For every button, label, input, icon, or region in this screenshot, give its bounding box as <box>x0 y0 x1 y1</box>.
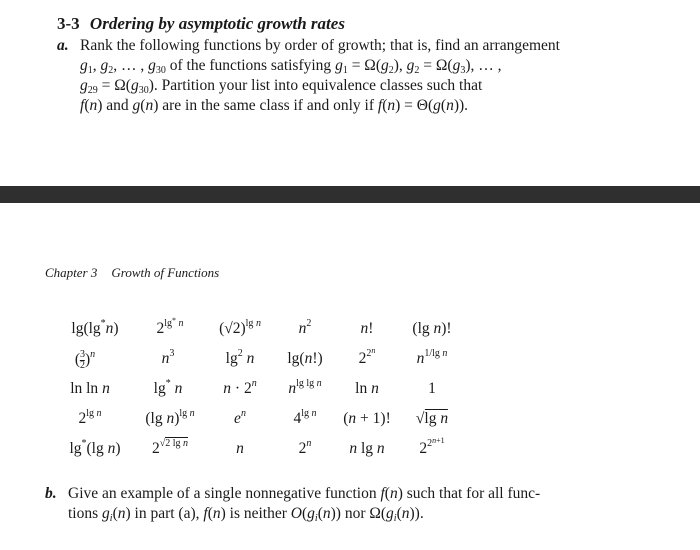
problem-title-text: Ordering by asymptotic growth rates <box>89 14 345 33</box>
function-r1-c1: lg(lg*n) <box>71 318 119 337</box>
function-r1-c5: n! <box>360 320 374 337</box>
function-r5-c3: n <box>236 440 244 457</box>
function-r4-c3: $e^n$ <box>234 408 246 427</box>
problem-number: 3-3 <box>57 14 80 33</box>
function-r1-c6: (lg n)! <box>412 320 452 337</box>
function-r5-c2: $2^{√2 lg n}$ <box>151 438 189 457</box>
page-divider <box>0 186 700 203</box>
function-r4-c2: (lg n)$^{lg n}$ <box>145 408 195 427</box>
function-r2-c3: $\lg^2 n$ <box>225 348 255 367</box>
function-r4-c5: (n + 1)! <box>343 410 391 427</box>
function-r5-c6: $2^{2^{n+1}}$ <box>419 436 445 457</box>
part-a-line-1: Rank the following functions by order of growth; that is, find an arrangement <box>80 37 560 54</box>
function-r5-c4: 2$^n$ <box>298 438 312 457</box>
part-b-line-1: Give an example of a single nonnegative function f(n) such that for all func- <box>68 485 541 502</box>
chapter-title: Growth of Functions <box>111 265 220 280</box>
function-r4-c4: $4^{lg n}$ <box>293 408 317 427</box>
function-r2-c4: lg(n!) <box>287 350 323 367</box>
function-r3-c6: 1 <box>428 380 436 397</box>
chapter-header <box>45 265 219 281</box>
problem-title <box>57 14 345 34</box>
function-r3-c2: lg* n <box>153 378 183 397</box>
function-r3-c4: $n^{lg lg n}$ <box>288 378 322 397</box>
function-r5-c1: lg*(lg n) <box>69 438 121 457</box>
part-b-label: b. <box>45 485 57 502</box>
part-a-line-2: $g_1$, $g_2$, … , $g_{30}$ of the functions satisfying $g_1 = \Omega(g_2)$, $g_2 = \Omega(g_3)$, … , <box>80 57 502 76</box>
function-table <box>0 300 700 465</box>
part-a-line-4: f(n) and g(n) are in the same class if and only if f(n) = Θ(g(n)). <box>80 97 469 114</box>
function-r3-c5: ln n <box>355 380 379 397</box>
function-r3-c3: $n \cdot 2^n$ <box>223 378 257 397</box>
part-a-line-3: $g_{29} = \Omega(g_{30})$. Partition your list into equivalence classes such that <box>80 77 483 96</box>
part-a-label: a. <box>57 37 69 54</box>
function-r2-c2: $n^3$ <box>161 348 175 367</box>
chapter-number: Chapter 3 <box>45 265 98 280</box>
function-r1-c4: $n^2$ <box>298 318 312 337</box>
part-b-line-2: tions $g_i(n)$ in part (a), f(n) is neither $O(g_i(n))$ nor $\Omega(g_i(n))$. <box>68 505 424 524</box>
function-r2-c5: $2^{2^n}$ <box>358 346 376 367</box>
function-r5-c5: n lg n <box>349 440 385 457</box>
function-r4-c1: $2^{lg n}$ <box>78 408 102 427</box>
function-r1-c3: $(√2)^{lg n}$ <box>219 318 261 337</box>
function-r2-c6: $n^{1/lg n}$ <box>416 348 448 367</box>
function-r3-c1: ln ln n <box>70 380 110 397</box>
function-r2-c1: ( $\frac{3}{2}$ )$^n$ <box>74 349 96 371</box>
function-r4-c6: √lg n <box>415 410 449 427</box>
function-r1-c2: $2^{lg^* n}$ <box>156 316 184 337</box>
